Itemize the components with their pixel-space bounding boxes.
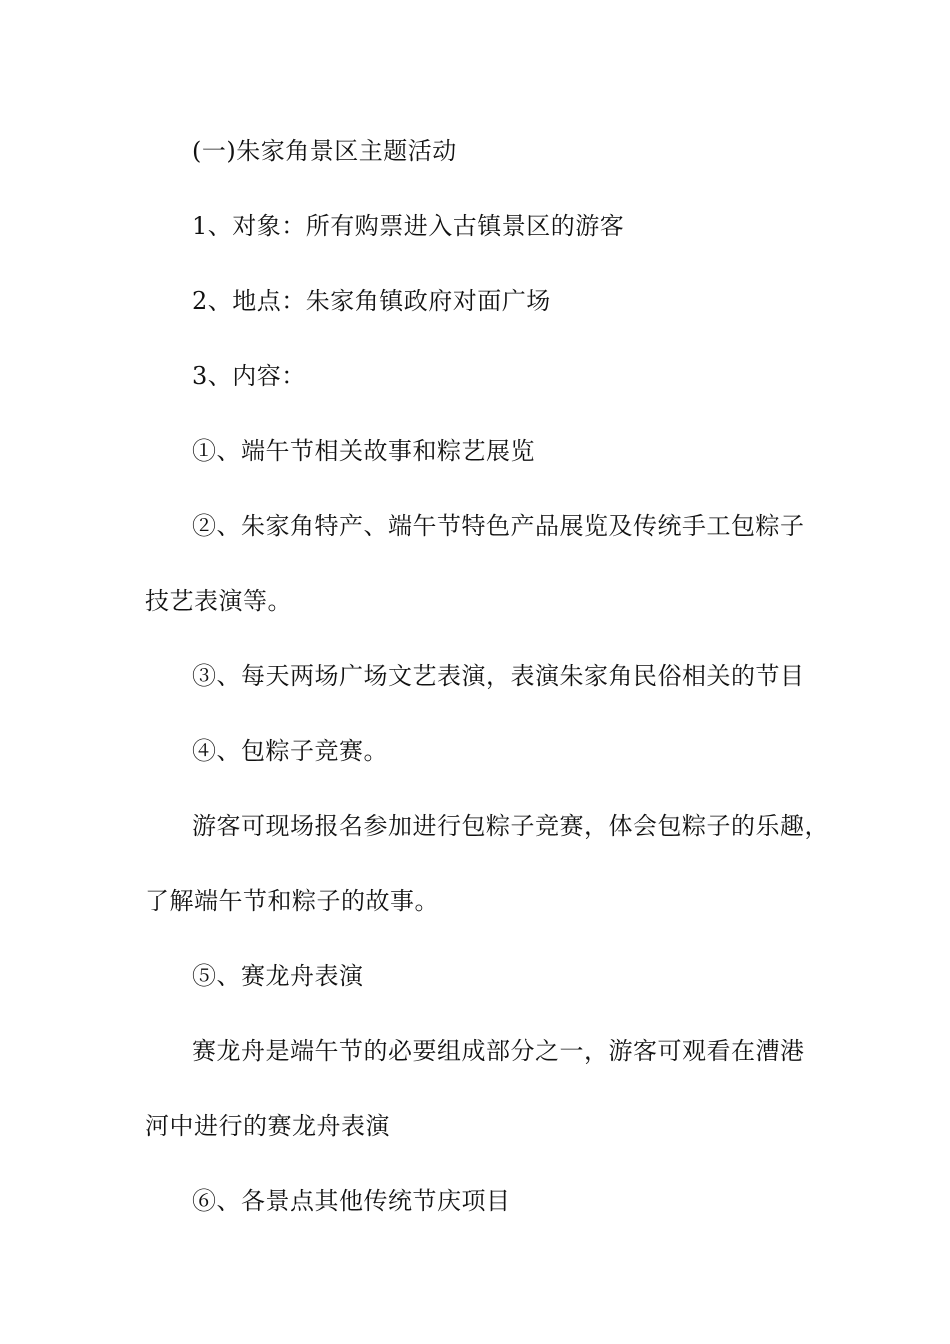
paragraph-line: ①、端午节相关故事和粽艺展览 [192,437,535,465]
paragraph-line: 3、内容： [192,362,306,390]
paragraph-line: ③、每天两场广场文艺表演，表演朱家角民俗相关的节目 [192,662,805,690]
paragraph-line: 2、地点：朱家角镇政府对面广场 [192,287,551,315]
paragraph-line: 1、对象：所有购票进入古镇景区的游客 [192,212,625,240]
paragraph-line: ②、朱家角特产、端午节特色产品展览及传统手工包粽子 [192,512,805,540]
paragraph-line: 了解端午节和粽子的故事。 [145,887,439,915]
paragraph-line: 河中进行的赛龙舟表演 [145,1112,390,1140]
paragraph-line: ④、包粽子竞赛。 [192,737,388,765]
paragraph-line: 技艺表演等。 [145,587,292,615]
paragraph-line: 游客可现场报名参加进行包粽子竞赛，体会包粽子的乐趣， [192,812,829,840]
paragraph-line: ⑥、各景点其他传统节庆项目 [192,1187,511,1215]
paragraph-line: 赛龙舟是端午节的必要组成部分之一，游客可观看在漕港 [192,1037,805,1065]
paragraph-line: ⑤、赛龙舟表演 [192,962,364,990]
section-heading: (一)朱家角景区主题活动 [192,137,457,165]
